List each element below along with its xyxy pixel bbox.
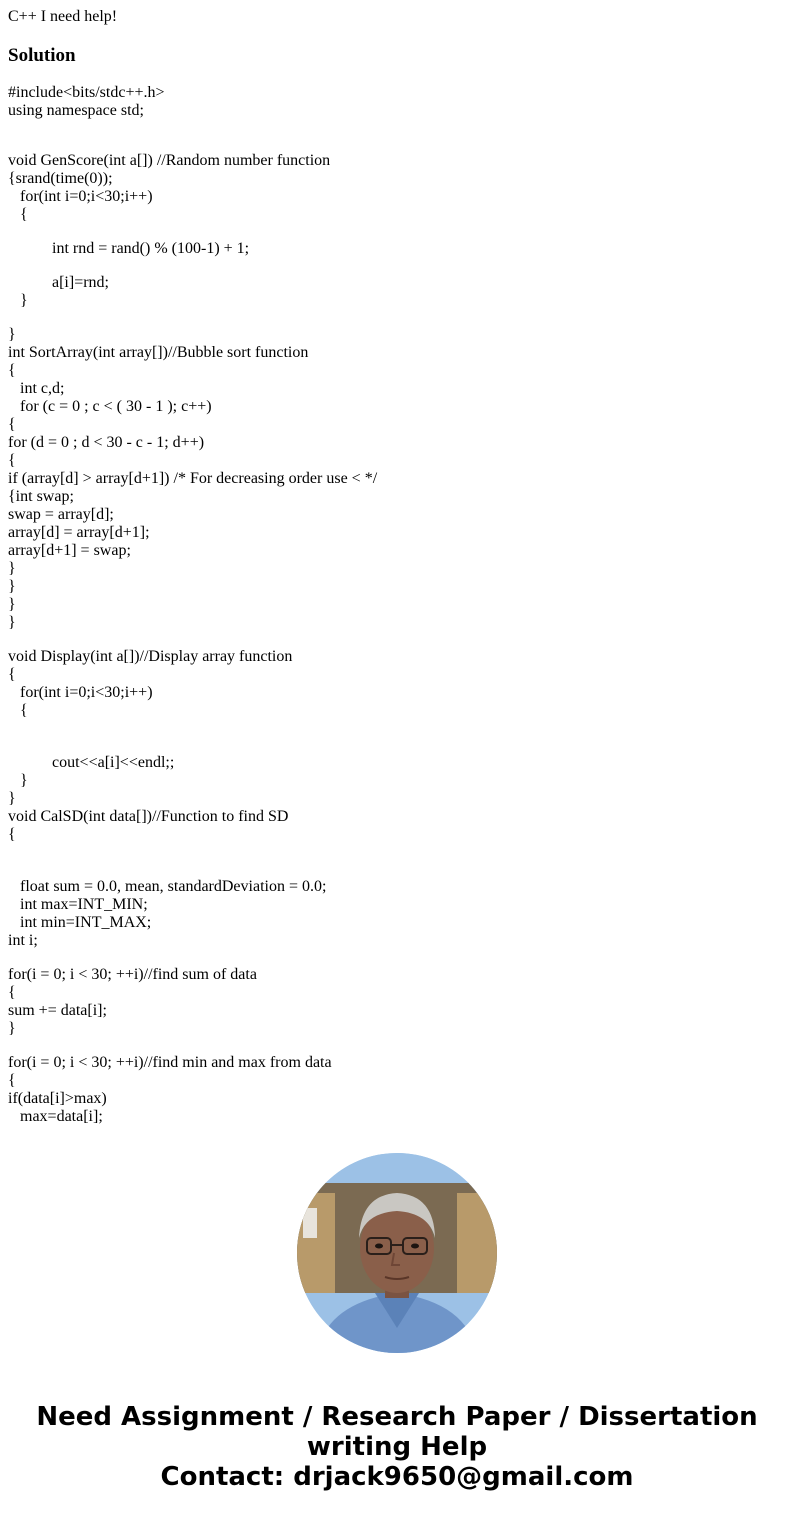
code-line: cout<<a[i]<<endl;; <box>8 754 175 771</box>
code-line: } <box>8 326 16 343</box>
code-line: { <box>8 416 16 433</box>
code-line: } <box>8 578 16 595</box>
document-header <box>8 0 786 67</box>
code-line: a[i]=rnd; <box>8 274 109 291</box>
promo-line-2: writing Help <box>306 1432 488 1462</box>
code-line: { <box>8 702 28 719</box>
code-line: void GenScore(int a[]) //Random number function <box>8 152 331 169</box>
code-line: int SortArray(int array[])//Bubble sort function <box>8 344 309 361</box>
promo-banner <box>0 1402 794 1492</box>
code-line: void Display(int a[])//Display array function <box>8 648 293 665</box>
code-lines <box>8 84 786 1124</box>
author-photo-icon <box>297 1153 497 1353</box>
code-line: int rnd = rand() % (100-1) + 1; <box>8 240 250 257</box>
promo-line-1: Need Assignment / Research Paper / Dissertation <box>36 1402 758 1432</box>
code-line: { <box>8 1072 16 1089</box>
avatar <box>297 1153 497 1353</box>
code-line: { <box>8 452 16 469</box>
code-line: } <box>8 596 16 613</box>
code-line: } <box>8 790 16 807</box>
code-line: #include<bits/stdc++.h> <box>8 84 165 101</box>
code-line: sum += data[i]; <box>8 1002 107 1019</box>
code-line: for(int i=0;i<30;i++) <box>8 188 153 205</box>
code-block <box>8 84 786 1124</box>
code-line: float sum = 0.0, mean, standardDeviation = 0.0; <box>8 878 327 895</box>
code-line: } <box>8 614 16 631</box>
code-line: int c,d; <box>8 380 65 397</box>
code-line: } <box>8 772 28 789</box>
code-line: for(i = 0; i < 30; ++i)//find sum of data <box>8 966 257 983</box>
code-line: { <box>8 666 16 683</box>
code-line <box>8 120 786 136</box>
code-line: int min=INT_MAX; <box>8 914 152 931</box>
code-line: swap = array[d]; <box>8 506 114 523</box>
code-line: for (c = 0 ; c < ( 30 - 1 ); c++) <box>8 398 212 415</box>
solution-heading: Solution <box>8 45 76 66</box>
code-line: array[d+1] = swap; <box>8 542 131 559</box>
code-line: void CalSD(int data[])//Function to find SD <box>8 808 289 825</box>
code-line: int max=INT_MIN; <box>8 896 148 913</box>
code-line: { <box>8 362 16 379</box>
code-line: } <box>8 560 16 577</box>
code-line: } <box>8 1020 16 1037</box>
code-line: for(i = 0; i < 30; ++i)//find min and max from data <box>8 1054 332 1071</box>
code-line: for(int i=0;i<30;i++) <box>8 684 153 701</box>
code-line: if(data[i]>max) <box>8 1090 107 1107</box>
code-line: for (d = 0 ; d < 30 - c - 1; d++) <box>8 434 205 451</box>
code-line: { <box>8 206 28 223</box>
code-line: using namespace std; <box>8 102 144 119</box>
code-line: {int swap; <box>8 488 74 505</box>
code-line: { <box>8 984 16 1001</box>
code-line: int i; <box>8 932 38 949</box>
code-line: {srand(time(0)); <box>8 170 113 187</box>
code-line: { <box>8 826 16 843</box>
code-line <box>8 136 786 152</box>
question-text: C++ I need help! <box>8 8 118 25</box>
code-line: if (array[d] > array[d+1]) /* For decreasing order use < */ <box>8 470 378 487</box>
promo-contact: Contact: drjack9650@gmail.com <box>160 1462 634 1492</box>
code-line: max=data[i]; <box>8 1108 103 1124</box>
code-line: } <box>8 292 28 309</box>
code-line: array[d] = array[d+1]; <box>8 524 150 541</box>
